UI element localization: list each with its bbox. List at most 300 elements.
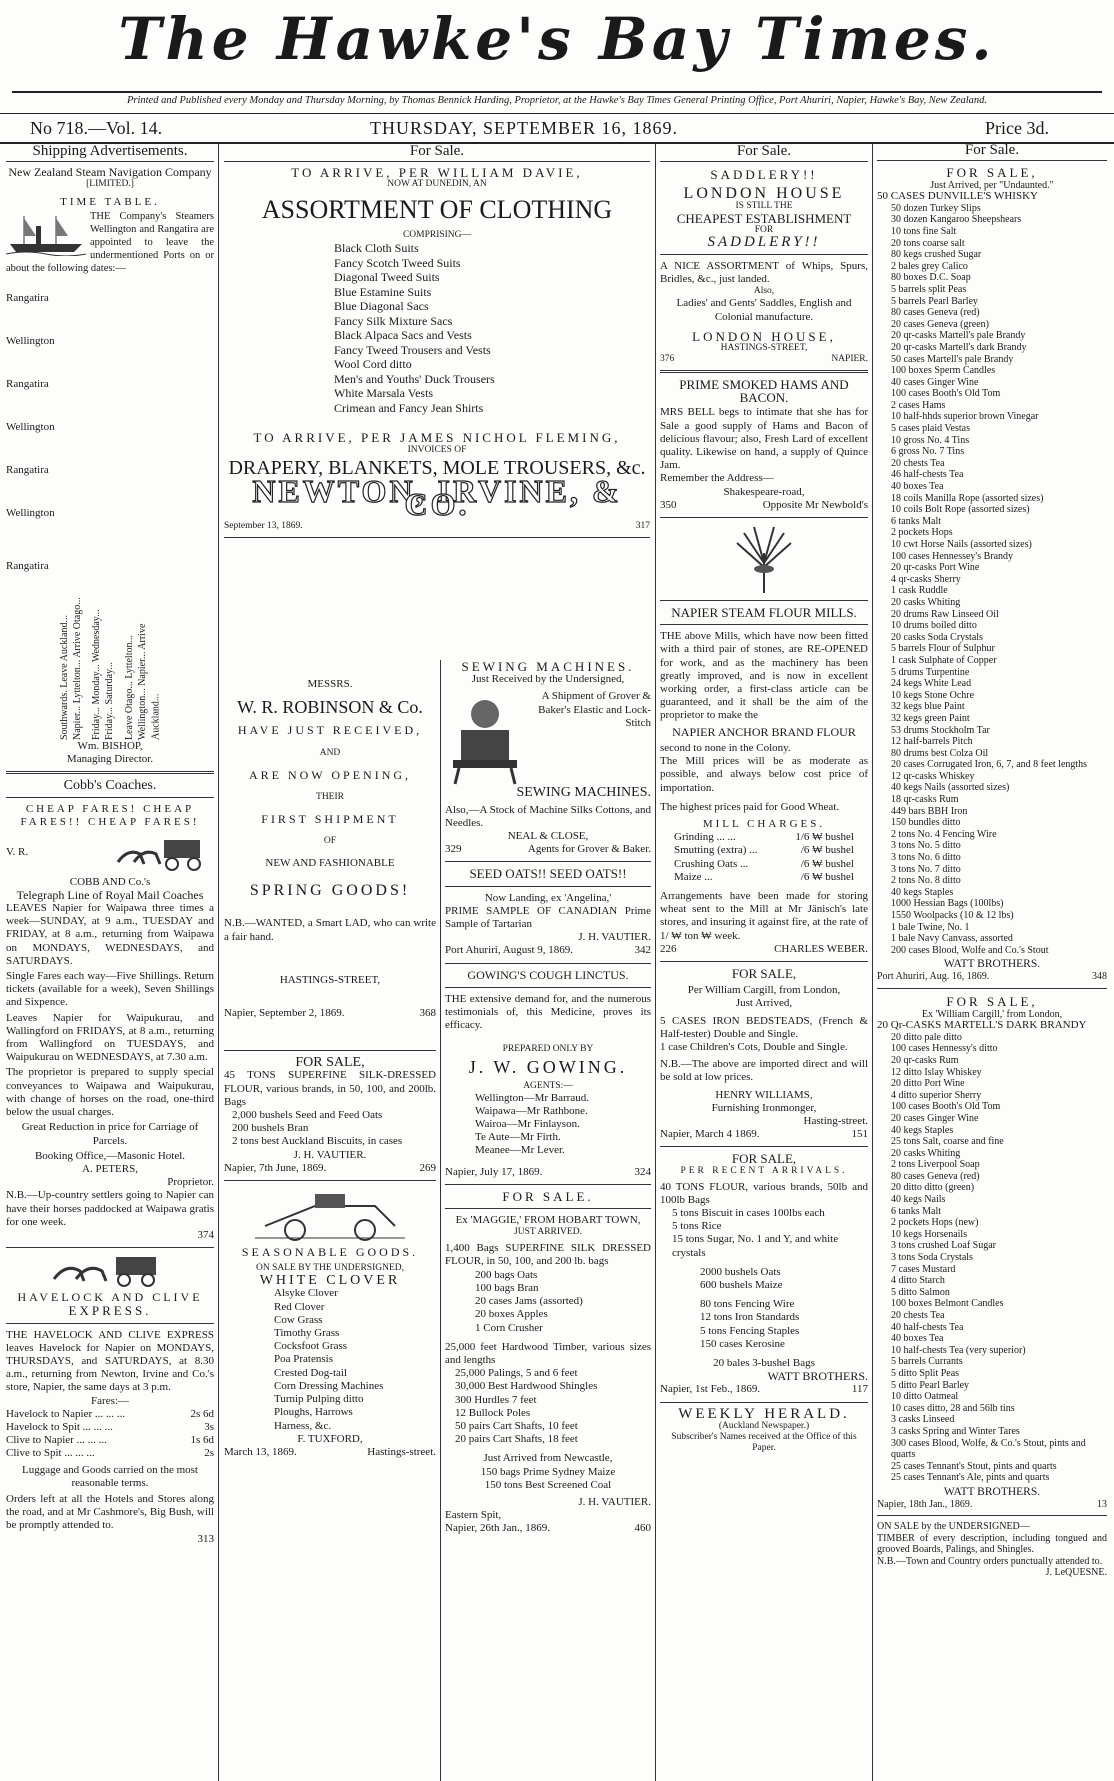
newton-irvine-name: NEWTON, IRVINE, & CO. xyxy=(252,472,622,523)
timber-list xyxy=(445,1367,651,1446)
for-label: FOR xyxy=(754,224,774,235)
list-item: 20 casks Soda Crystals xyxy=(891,631,983,643)
list-item: 1 bale Twine, No. 1 xyxy=(891,921,970,933)
route-table xyxy=(6,590,214,740)
orders-note: N.B.—Town and Country orders punctually attended to. xyxy=(877,1555,1103,1567)
express-title: EXPRESS. xyxy=(68,1303,152,1319)
list-item: Waipawa—Mr Rathbone. xyxy=(475,1104,588,1117)
list-item: 600 bushels Maize xyxy=(700,1279,783,1291)
list-item: Meanee—Mr Lever. xyxy=(475,1144,565,1157)
goods-list xyxy=(445,1269,651,1335)
list-item: Blue Estamine Suits xyxy=(334,284,432,299)
charge-row: Grinding ... ... 1/6 ₩ bushel xyxy=(674,831,854,844)
ad-number: 460 xyxy=(634,1522,651,1535)
fencing-list xyxy=(660,1298,868,1351)
paddock-note: N.B.—Up-country settlers going to Napier can have their horses paddocked at Waipawa gratis for one week. xyxy=(6,1189,214,1228)
napier-label: NAPIER. xyxy=(831,354,868,365)
tuxford-street: Hastings-street. xyxy=(367,1445,436,1458)
shakespeare-road: Shakespeare-road, xyxy=(723,485,805,498)
fare-row: Havelock to Napier ... ... ... 2s 6d xyxy=(6,1407,214,1420)
express-coach-illustration xyxy=(50,1253,170,1287)
list-item: Wool Cord ditto xyxy=(334,357,412,372)
list-item: 20 qr-casks Rum xyxy=(891,1054,959,1066)
also-label: Also, xyxy=(753,286,775,297)
list-item: 40 kegs Nails (assorted sizes) xyxy=(891,782,1010,794)
sewing-machines: SEWING MACHINES. xyxy=(516,785,651,801)
column-robinson xyxy=(224,660,436,1781)
whips-note: A NICE ASSORTMENT of Whips, Spurs, Bridles, &c., just landed. xyxy=(660,260,868,286)
anchor-brand: NAPIER ANCHOR BRAND FLOUR xyxy=(672,724,856,739)
arrived-label: Just Arrived, xyxy=(735,997,793,1010)
list-item: 5 tons Fencing Staples xyxy=(700,1324,800,1337)
comprising-label: COMPRISING— xyxy=(402,230,472,241)
list-item: 53 drums Stockholm Tar xyxy=(891,724,990,736)
drapery-heading: DRAPERY, BLANKETS, MOLE TROUSERS, &c. xyxy=(228,456,646,479)
ad-date: March 13, 1869. xyxy=(224,1445,297,1458)
for-sale-heading: FOR SALE, xyxy=(731,965,797,981)
list-item: Crimean and Fancy Jean Shirts xyxy=(334,400,484,415)
hastings-street: HASTINGS-STREET, xyxy=(279,973,381,986)
agents-label: AGENTS:— xyxy=(523,1080,573,1091)
vautier-name: J. H. VAUTIER. xyxy=(578,931,651,944)
on-sale-label: ON SALE BY THE UNDERSIGNED, xyxy=(255,1263,405,1274)
list-item: 10 cases ditto, 28 and 56lb tins xyxy=(891,1402,1015,1414)
cheap-fares: CHEAP FARES! CHEAP FARES!! CHEAP FARES! xyxy=(20,803,200,829)
mill-charges-heading: MILL CHARGES. xyxy=(702,817,826,830)
ad-date: Napier, 1st Feb., 1869. xyxy=(660,1383,761,1396)
column-rule xyxy=(655,143,656,1781)
column-rule xyxy=(218,143,219,1781)
list-item: 50 dozen Turkey Slips xyxy=(891,202,981,214)
farm-implements-illustration xyxy=(255,1186,405,1242)
ad-date: Napier, 18th Jan., 1869. xyxy=(877,1498,973,1510)
saddles-note: Ladies' and Gents' Saddles, English and Colonial manufacture. xyxy=(676,297,852,323)
grain-list xyxy=(660,1266,868,1292)
list-item: 2 pockets Hops xyxy=(891,527,953,539)
list-item: 3 casks Spring and Winter Tares xyxy=(891,1425,1020,1437)
sewing-heading: SEWING MACHINES. xyxy=(461,660,635,674)
special-conveyances: The proprietor is prepared to supply special conveyances to Waipawa and Waipukurau, with change of horses on the road, one-third below the usual charges. xyxy=(6,1066,214,1119)
newcastle-note: Just Arrived from Newcastle, xyxy=(483,1452,613,1465)
list-item: 2,000 bushels Seed and Feed Oats xyxy=(232,1109,383,1122)
opposite-note: Opposite Mr Newbold's xyxy=(762,498,868,511)
watt-name: WATT BROTHERS. xyxy=(767,1369,868,1384)
peters-title: Proprietor. xyxy=(167,1176,214,1189)
list-item: 40 boxes Tea xyxy=(891,1333,944,1345)
vautier-name: J. H. VAUTIER. xyxy=(293,1148,367,1161)
list-item: 5 tons Biscuit in cases 100lbs each xyxy=(672,1206,825,1219)
list-item: 2 cases Hams xyxy=(891,399,946,411)
wheat-prices: The highest prices paid for Good Wheat. xyxy=(660,800,840,813)
mill-charges xyxy=(660,831,868,884)
single-fares: Single Fares each way—Five Shillings. Return tickets (available for a week), Seven Shillings and Sixpence. xyxy=(6,970,214,1009)
flour-tons: 40 TONS FLOUR, various brands, 50lb and 100lb Bags xyxy=(660,1180,868,1206)
sewing-machine-illustration xyxy=(445,690,525,786)
charge-row: Maize ... /6 ₩ bushel xyxy=(674,870,854,883)
list-item: Crested Dog-tail xyxy=(274,1366,348,1379)
provisions-list xyxy=(660,1207,868,1260)
list-item: 5 cases plaid Vestas xyxy=(891,423,970,435)
list-item: 80 kegs crushed Sugar xyxy=(891,249,982,261)
their-text: THEIR xyxy=(316,791,344,802)
messrs-label: MESSRS. xyxy=(307,678,353,690)
subscribers-note: Subscriber's Names received at the Office of this Paper. xyxy=(671,1431,857,1453)
brandy-heading: 20 Qr-CASKS MARTELL'S DARK BRANDY xyxy=(877,1019,1087,1032)
orders-note: Orders left at all the Hotels and Stores along the road, and at Mr Cashmore's, Big Bush, will be promptly attended to. xyxy=(6,1492,214,1532)
charge-row: Smutting (extra) ... /6 ₩ bushel xyxy=(674,844,854,857)
seeds-list xyxy=(224,1287,436,1432)
newspaper-title: The Hawke's Bay Times. xyxy=(118,5,996,73)
list-item: 100 bags Bran xyxy=(475,1281,539,1294)
ad-date: Napier, September 2, 1869. xyxy=(224,1007,345,1020)
company-name: New Zealand Steam Navigation Company xyxy=(8,165,212,180)
list-item: 6 tanks Malt xyxy=(891,1205,941,1217)
list-item: 25 cases Tennant's Stout, pints and quarts xyxy=(891,1460,1057,1472)
arrival-notice: TO ARRIVE, PER WILLIAM DAVIE, xyxy=(291,165,583,181)
mills-heading: NAPIER STEAM FLOUR MILLS. xyxy=(671,605,857,621)
list-item: 1 bale Navy Canvass, assorted xyxy=(891,933,1013,945)
list-item: 20 boxes Apples xyxy=(475,1308,548,1321)
list-item: 10 drums boiled ditto xyxy=(891,620,977,632)
list-item: 300 Hurdles 7 feet xyxy=(455,1393,537,1406)
list-item: 100 boxes Sperm Candles xyxy=(891,365,996,377)
list-item: 10 coils Bolt Rope (assorted sizes) xyxy=(891,504,1030,516)
auckland-note: (Auckland Newspaper.) xyxy=(718,1420,810,1431)
list-item: 18 coils Manilla Rope (assorted sizes) xyxy=(891,492,1044,504)
list-item: 10 kegs Horsenails xyxy=(891,1228,968,1240)
still-the: IS STILL THE xyxy=(735,200,793,211)
column-watt-brothers xyxy=(877,143,1107,1781)
ship-name: Wellington xyxy=(6,506,55,519)
list-item: 3 tons Soda Crystals xyxy=(891,1252,973,1264)
issue-date: THURSDAY, SEPTEMBER 16, 1869. xyxy=(370,118,679,138)
ad-number: 269 xyxy=(419,1161,436,1174)
list-item: Blue Diagonal Sacs xyxy=(334,299,429,314)
silks-note: Also,—A Stock of Machine Silks Cottons, and Needles. xyxy=(445,803,651,829)
ad-number: 317 xyxy=(635,521,650,532)
list-item: 5 ditto Salmon xyxy=(891,1286,950,1298)
mill-prices: The Mill prices will be as moderate as possible, and always below cost price of importation. xyxy=(660,755,868,794)
maize-note: 150 bags Prime Sydney Maize xyxy=(480,1465,616,1478)
ad-number: 342 xyxy=(634,944,651,957)
list-item: 3 tons No. 5 ditto xyxy=(891,840,961,852)
list-item: 150 cases Kerosine xyxy=(700,1337,785,1350)
peters-name: A. PETERS, xyxy=(82,1162,138,1175)
list-item: Cocksfoot Grass xyxy=(274,1340,348,1353)
list-item: 40 kegs Staples xyxy=(891,886,954,898)
list-item: Ploughs, Harrows xyxy=(274,1406,353,1419)
list-item: 200 cases Blood, Wolfe and Co.'s Stout xyxy=(891,944,1049,956)
cobb-schedule: LEAVES Napier for Waipawa three times a week—SUNDAY, at 9 a.m., TUESDAY and FRIDAY, at 8 a.m., returning from Waipawa on MONDAYS, WEDNESDAYS, and SATURDAYS. xyxy=(6,902,214,967)
list-item: 20 casks Whiting xyxy=(891,596,961,608)
cobb-heading: Cobb's Coaches. xyxy=(63,778,157,794)
wheat-sheaf-illustration xyxy=(729,523,799,595)
just-received: Just Received by the Undersigned, xyxy=(471,673,625,686)
director-name: Wm. BISHOP, xyxy=(77,739,143,752)
list-item: Harness, &c. xyxy=(274,1419,332,1432)
coach-illustration xyxy=(114,834,214,872)
for-sale-heading-2: FOR SALE, xyxy=(946,993,1038,1009)
list-item: 20 cases Corrugated Iron, 6, 7, and 8 feet lengths xyxy=(891,759,1088,771)
list-item: 7 cases Mustard xyxy=(891,1263,956,1275)
list-item: 5 barrels Flour of Sulphur xyxy=(891,643,995,655)
list-item: 80 tons Fencing Wire xyxy=(700,1298,795,1311)
dateline xyxy=(0,113,1114,144)
cargill-note: Per William Cargill, from London, xyxy=(687,984,841,997)
bales-note: 20 bales 3-bushel Bags xyxy=(713,1357,815,1370)
route-southwards: Southwards. Leave Auckland... Napier... Lyttelton... Arrive Otago... xyxy=(58,596,83,740)
list-item: 20 qr-casks Martell's pale Brandy xyxy=(891,330,1026,342)
list-item: 5 barrels split Peas xyxy=(891,283,967,295)
hams-heading: PRIME SMOKED HAMS AND BACON. xyxy=(679,377,849,406)
seed-oats-heading: SEED OATS!! SEED OATS!! xyxy=(469,866,627,882)
list-item: 20 ditto pale ditto xyxy=(891,1031,962,1043)
cots-note: 1 case Children's Cots, Double and Single. xyxy=(660,1040,848,1053)
ad-number: 226 xyxy=(660,942,677,955)
ironmonger: Furnishing Ironmonger, xyxy=(711,1101,817,1114)
ad-number: 324 xyxy=(634,1165,651,1178)
ad-number: 117 xyxy=(851,1383,868,1396)
spring-goods: SPRING GOODS! xyxy=(249,882,411,900)
list-item: 12 half-barrels Pitch xyxy=(891,736,973,748)
fashionable-text: NEW AND FASHIONABLE xyxy=(265,857,395,870)
silk-flour: 1,400 Bags SUPERFINE SILK DRESSED FLOUR, in 50, 100, and 200 lb. bags xyxy=(445,1242,651,1268)
ad-number: 329 xyxy=(445,843,462,856)
undaunted-note: Just Arrived, per "Undaunted." xyxy=(930,179,1054,191)
cargill-note: Ex 'William Cargill,' from London, xyxy=(921,1008,1063,1020)
ship-name: Rangatira xyxy=(6,377,49,390)
list-item: 1 Corn Crusher xyxy=(475,1321,543,1334)
ad-number: 374 xyxy=(197,1228,214,1241)
list-item: 46 half-chests Tea xyxy=(891,469,964,481)
luggage-note: Luggage and Goods carried on the most reasonable terms. xyxy=(22,1463,198,1489)
list-item: 1 cask Ruddle xyxy=(891,585,948,597)
list-item: Wairoa—Mr Finlayson. xyxy=(475,1118,580,1131)
timber-note: 25,000 feet Hardwood Timber, various sizes and lengths xyxy=(445,1340,651,1366)
list-item: 10 half-chests Tea (very superior) xyxy=(891,1344,1026,1356)
weekly-herald: WEEKLY HERALD. xyxy=(678,1405,850,1422)
list-item: 20 casks Whiting xyxy=(891,1147,961,1159)
storage-note: Arrangements have been made for storing wheat sent to the Mill at Mr Jänisch's late stores, and insuring it against fire, at the rate of 1/ ₩ ton ₩ week. xyxy=(660,889,868,942)
list-item: Black Cloth Suits xyxy=(334,241,419,256)
wanted-note: N.B.—WANTED, a Smart LAD, who can write a fair hand. xyxy=(224,917,436,943)
list-item: 2 tons No. 8 ditto xyxy=(891,875,961,887)
london-house: LONDON HOUSE xyxy=(683,185,845,203)
robinson-name: W. R. ROBINSON & Co. xyxy=(237,697,423,718)
list-item: Timothy Grass xyxy=(274,1327,340,1340)
column-saddlery xyxy=(660,143,868,1781)
list-item: 5 ditto Split Peas xyxy=(891,1367,960,1379)
dunedin-note: NOW AT DUNEDIN, AN xyxy=(387,179,487,190)
list-item: 24 kegs White Lead xyxy=(891,678,972,690)
director-title: Managing Director. xyxy=(66,752,154,765)
steamship-illustration xyxy=(6,212,86,256)
list-item: Black Alpaca Sacs and Vests xyxy=(334,328,472,343)
list-item: 20 cases Ginger Wine xyxy=(891,1112,979,1124)
list-item: 5 barrels Currants xyxy=(891,1356,963,1368)
and-text: AND xyxy=(319,747,341,758)
ad-number: 376 xyxy=(660,354,675,365)
list-item: Poa Pratensis xyxy=(274,1353,333,1366)
stock-list xyxy=(877,203,1107,957)
flour-ad: 45 TONS SUPERFINE SILK-DRESSED FLOUR, various brands, in 50, 100, and 200lb. Bags xyxy=(224,1069,436,1108)
list-item: 4 qr-casks Sherry xyxy=(891,573,961,585)
hasting-street: Hasting-street. xyxy=(803,1114,868,1127)
ad-number: 13 xyxy=(1097,1498,1107,1510)
bedsteads-note: 5 CASES IRON BEDSTEADS, (French & Half-tester) Double and Single. xyxy=(660,1014,868,1040)
list-item: Fancy Scotch Tweed Suits xyxy=(334,255,461,270)
for-sale-heading: FOR SALE, xyxy=(295,1055,365,1071)
list-item: 10 gross No. 4 Tins xyxy=(891,434,970,446)
list-item: 6 gross No. 7 Tins xyxy=(891,446,965,458)
list-item: 20 ditto Port Wine xyxy=(891,1078,965,1090)
watt-name-2: WATT BROTHERS. xyxy=(943,1485,1041,1498)
lequesne-name: J. LeQUESNE. xyxy=(1045,1567,1107,1579)
of-text: OF xyxy=(323,836,337,847)
clothing-heading: ASSORTMENT OF CLOTHING xyxy=(261,195,613,225)
agents-note: Agents for Grover & Baker. xyxy=(527,843,651,856)
telegraph-line: Telegraph Line of Royal Mail Coaches xyxy=(16,887,204,902)
column-header: For Sale. xyxy=(877,143,1107,161)
havelock-schedule: THE HAVELOCK AND CLIVE EXPRESS leaves Havelock for Napier on MONDAYS, THURSDAYS, and SATURDAYS, at 8.30 a.m., returning from Newton, Irvine and Co.'s store, Napier, the same days at 3 p.m. xyxy=(6,1328,214,1394)
white-clover: WHITE CLOVER xyxy=(259,1273,401,1289)
list-item: 80 boxes D.C. Soap xyxy=(891,272,971,284)
seasonable-heading: SEASONABLE GOODS. xyxy=(241,1245,419,1260)
price: Price 3d. xyxy=(985,118,1049,138)
list-item: 10 half-hhds superior brown Vinegar xyxy=(891,411,1039,423)
on-sale-note: ON SALE by the UNDERSIGNED— xyxy=(877,1521,1030,1533)
williams-name: HENRY WILLIAMS, xyxy=(715,1088,813,1101)
saddlery-heading: SADDLERY!! xyxy=(710,167,818,183)
list-item: 1550 Woolpacks (10 & 12 lbs) xyxy=(891,910,1014,921)
list-item: 1 cask Sulphate of Copper xyxy=(891,654,997,666)
list-item: 2 bales grey Calico xyxy=(891,260,968,272)
list-item: 80 cases Geneva (red) xyxy=(891,1170,980,1182)
list-item: 20 chests Tea xyxy=(891,457,945,469)
list-item: 2000 bushels Oats xyxy=(700,1265,781,1278)
list-item: 12 tons Iron Standards xyxy=(700,1311,800,1324)
list-item: 40 kegs Nails xyxy=(891,1194,946,1206)
list-item: 3 casks Linseed xyxy=(891,1414,955,1426)
whisky-heading: 50 CASES DUNVILLE'S WHISKY xyxy=(877,190,1038,203)
list-item: 40 half-chests Tea xyxy=(891,1321,964,1333)
remember-label: Remember the Address— xyxy=(660,472,774,485)
list-item: 12 ditto Islay Whiskey xyxy=(891,1066,982,1078)
list-item: 2 tons best Auckland Biscuits, in cases xyxy=(232,1135,403,1148)
landing-note: Now Landing, ex 'Angelina,' xyxy=(484,891,612,904)
list-item: 15 tons Sugar, No. 1 and Y, and white crystals xyxy=(672,1233,839,1259)
limited-label: [LIMITED.] xyxy=(86,179,134,190)
list-item: 25,000 Palings, 5 and 6 feet xyxy=(455,1367,578,1380)
list-item: 200 bushels Bran xyxy=(232,1122,309,1135)
fares-label: Fares:— xyxy=(91,1394,129,1407)
imprint-line: Printed and Published every Monday and Thursday Morning, by Thomas Bennick Harding, Proprietor, at the Hawke's Bay Times General Printing Office, Port Ahuriri, Napier, Hawke's Bay, New Zealand. xyxy=(12,91,1102,106)
list-item: 10 cwt Horse Nails (assorted sizes) xyxy=(891,539,1032,550)
column-header: Shipping Advertisements. xyxy=(6,143,214,162)
recent-arrivals: PER RECENT ARRIVALS. xyxy=(680,1165,848,1176)
canadian-oats: PRIME SAMPLE OF CANADIAN Prime Sample of Tartarian xyxy=(445,904,651,931)
for-sale-heading: FOR SALE, xyxy=(946,164,1038,180)
ad-date: Napier, 26th Jan., 1869. xyxy=(445,1522,550,1535)
list-item: 5 tons Rice xyxy=(672,1220,722,1233)
booking-office: Booking Office,—Masonic Hotel. xyxy=(34,1149,186,1162)
list-item: 1000 Hessian Bags (100lbs) xyxy=(891,898,1004,910)
list-item: 80 drums best Colza Oil xyxy=(891,747,989,759)
list-item: 449 bars BBH Iron xyxy=(891,805,968,817)
column-sewing-gowing xyxy=(445,660,651,1781)
list-item: Diagonal Tweed Suits xyxy=(334,270,440,285)
ship-name: Rangatira xyxy=(6,559,49,572)
sailing-table xyxy=(6,280,214,590)
maggie-note: Ex 'MAGGIE,' FROM HOBART TOWN, xyxy=(455,1214,641,1227)
list-item: 100 cases Hennessy's ditto xyxy=(891,1043,998,1055)
waipukurau-schedule: Leaves Napier for Waipukurau, and Wallingford on FRIDAYS, at 8 a.m., returning from Wallingford on TUESDAYS, and Waipukurau on WEDNESDAYS, at 7.30 a.m. xyxy=(6,1011,214,1064)
ad-date: Port Ahuriri, Aug. 16, 1869. xyxy=(877,970,990,982)
list-item: 100 boxes Belmont Candles xyxy=(891,1298,1004,1310)
fare-row: Havelock to Spit ... ... ... 3s xyxy=(6,1420,214,1433)
route-northwards: Leave Otago... Lyttelton... Wellington... Napier... Arrive Auckland... xyxy=(123,623,161,740)
list-item: 6 tanks Malt xyxy=(891,515,941,527)
stock-list-2 xyxy=(877,1032,1107,1484)
ad-number: 368 xyxy=(419,1007,436,1020)
list-item: 300 cases Blood, Wolfe, & Co.'s Stout, pints and quarts xyxy=(891,1437,1086,1461)
list-item: 3 tons crushed Loaf Sugar xyxy=(891,1240,996,1252)
list-item: 25 tons Salt, coarse and fine xyxy=(891,1136,1004,1148)
list-item: 12 qr-casks Whiskey xyxy=(891,770,975,782)
list-item: 40 boxes Tea xyxy=(891,481,944,493)
list-item: 18 qr-casks Rum xyxy=(891,794,959,806)
fare-row: Clive to Napier ... ... ... 1s 6d xyxy=(6,1434,214,1447)
issue-number: No 718.—Vol. 14. xyxy=(30,118,163,138)
list-item: 3 tons No. 7 ditto xyxy=(891,863,961,875)
first-shipment: FIRST SHIPMENT xyxy=(261,811,399,826)
hastings-label: HASTINGS-STREET, xyxy=(720,343,808,354)
timetable-heading: TIME TABLE. xyxy=(60,196,160,209)
gowing-heading: GOWING'S COUGH LINCTUS. xyxy=(467,967,629,982)
list-item: 10 kegs Stone Ochre xyxy=(891,689,975,701)
london-house-2: LONDON HOUSE, xyxy=(692,328,836,344)
vr-mark: V. R. xyxy=(6,846,29,859)
watt-name: WATT BROTHERS. xyxy=(943,958,1041,971)
bell-note: MRS BELL begs to intimate that she has for Sale a good supply of Hams and Bacon of delicious flavour; also, Fresh Lard of excellent quality. Likewise on hand, a supply of Quince Jam. xyxy=(660,406,868,472)
opening-text: ARE NOW OPENING, xyxy=(248,767,412,782)
list-item: 80 cases Geneva (red) xyxy=(891,307,980,319)
list-item: Men's and Youths' Duck Trousers xyxy=(334,371,495,386)
list-item: Corn Dressing Machines xyxy=(274,1379,384,1392)
list-item: 10 tons fine Salt xyxy=(891,225,957,237)
list-item: 100 cases Booth's Old Tom xyxy=(891,388,1001,400)
ship-name: Rangatira xyxy=(6,291,49,304)
ship-name: Wellington xyxy=(6,420,55,433)
list-item: 20 tons coarse salt xyxy=(891,237,965,249)
list-item: 2 pockets Hops (new) xyxy=(891,1217,979,1229)
list-item: 20 cases Jams (assorted) xyxy=(475,1295,583,1308)
list-item: 100 cases Hennessey's Brandy xyxy=(891,550,1014,562)
list-item: 20 cases Geneva (green) xyxy=(891,318,990,330)
ad-number: 313 xyxy=(197,1532,214,1545)
list-item: 50 cases Martell's pale Brandy xyxy=(891,353,1014,365)
ship-name: Rangatira xyxy=(6,463,49,476)
list-item: 12 Bullock Poles xyxy=(455,1406,531,1419)
list-item: 20 ditto ditto (green) xyxy=(891,1182,975,1194)
list-item: 2 tons Liverpool Soap xyxy=(891,1159,980,1171)
column-header: For Sale. xyxy=(660,143,868,162)
list-item: Alsyke Clover xyxy=(274,1287,338,1300)
list-item: 4 ditto Starch xyxy=(891,1275,945,1287)
weber-name: CHARLES WEBER. xyxy=(774,942,868,955)
mills-body: THE above Mills, which have now been fitted with a third pair of stones, are RE-OPENED for work, and as the machinery has been greatly improved, and is now in excellent working order, a first-class article can be guaranteed, and it shall be the aim of the proprietor to make the xyxy=(660,630,868,722)
list-item: 32 kegs green Paint xyxy=(891,712,970,724)
